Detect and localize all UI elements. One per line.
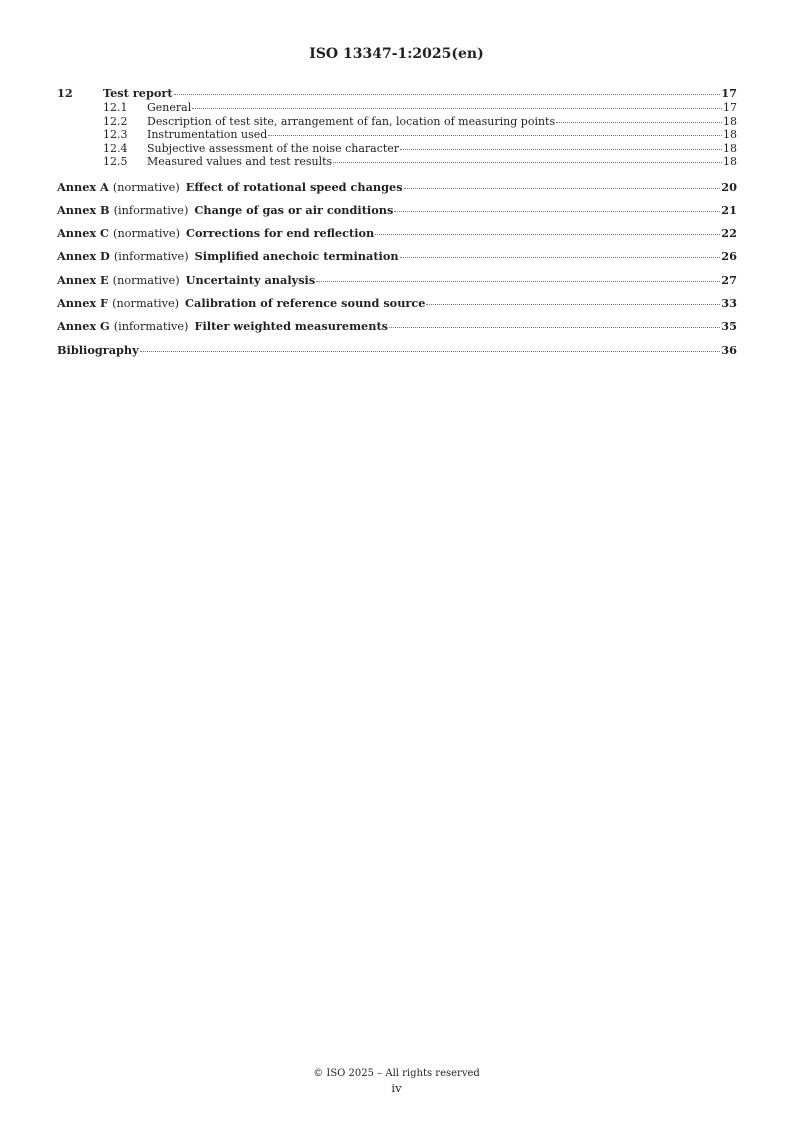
annex-label: Annex E	[57, 272, 109, 287]
toc-entry-annex-b[interactable]	[57, 199, 737, 222]
toc-entry-number: 12.1	[103, 101, 128, 114]
toc-entry-page: 17	[721, 86, 737, 100]
toc-entry-page: 27	[721, 272, 737, 287]
toc-entry-annex-e[interactable]	[57, 269, 737, 292]
page-number: iv	[391, 1081, 402, 1095]
dot-leader	[400, 257, 721, 258]
annex-kind: (normative)	[112, 273, 180, 287]
dot-leader	[268, 135, 722, 136]
toc-entry-clause-12[interactable]	[57, 86, 737, 101]
toc-entry-title: Description of test site, arrangement of fan, location of measuring points	[147, 114, 556, 128]
toc-entry-page: 21	[721, 202, 737, 217]
annex-kind: (informative)	[113, 203, 189, 217]
annex-kind: (normative)	[112, 180, 180, 194]
toc-entry-page: 17	[723, 101, 737, 114]
toc-entry-page: 33	[721, 295, 737, 310]
dot-leader	[389, 327, 720, 328]
copyright-notice: © ISO 2025 – All rights reserved	[313, 1068, 480, 1079]
spacer	[57, 169, 737, 176]
annex-label: Annex A	[57, 179, 109, 194]
dot-leader	[140, 351, 721, 352]
annex-label: Annex G	[57, 319, 110, 334]
toc-entry-page: 18	[723, 141, 737, 155]
toc-entry-12-5[interactable]	[57, 155, 737, 169]
dot-leader	[404, 188, 721, 189]
toc-entry-annex-a[interactable]	[57, 176, 737, 199]
toc-entry-annex-f[interactable]	[57, 292, 737, 315]
annex-title: Uncertainty analysis	[185, 272, 316, 287]
annex-label: Annex B	[57, 202, 110, 217]
dot-leader	[174, 94, 721, 95]
toc-entry-number: 12.4	[103, 141, 128, 155]
toc-entry-page: 18	[723, 114, 737, 128]
toc-entry-number: 12.5	[103, 155, 128, 168]
dot-leader	[192, 108, 722, 109]
toc-entry-number: 12.2	[103, 114, 128, 128]
toc-entry-number: 12	[57, 86, 73, 100]
toc-entry-annex-c[interactable]	[57, 222, 737, 245]
dot-leader	[556, 122, 722, 123]
toc-entry-page: 35	[721, 319, 737, 334]
toc-entry-page: 22	[721, 226, 737, 241]
annex-kind: (informative)	[113, 250, 189, 264]
toc-entry-page: 18	[723, 128, 737, 141]
toc-entry-12-1[interactable]	[57, 101, 737, 115]
toc-entry-annex-d[interactable]	[57, 245, 737, 268]
table-of-contents	[57, 86, 737, 362]
annex-title: Filter weighted measurements	[194, 319, 389, 334]
dot-leader	[426, 304, 720, 305]
dot-leader	[400, 149, 722, 150]
document-header: ISO 13347-1:2025(en)	[309, 46, 484, 62]
toc-entry-12-3[interactable]	[57, 128, 737, 142]
toc-entry-page: 26	[721, 249, 737, 264]
toc-entry-12-4[interactable]	[57, 142, 737, 156]
page-footer	[0, 1066, 793, 1096]
toc-entry-number: 12.3	[103, 128, 128, 141]
annex-title: Corrections for end reflection	[186, 226, 375, 241]
dot-leader	[375, 234, 720, 235]
toc-entry-page: 20	[721, 179, 737, 194]
annex-title: Effect of rotational speed changes	[185, 179, 403, 194]
toc-entry-title: Test report	[103, 86, 173, 100]
dot-leader	[394, 211, 720, 212]
annex-label: Annex D	[57, 249, 110, 264]
toc-entry-12-2[interactable]	[57, 115, 737, 129]
toc-entry-title: Measured values and test results	[147, 155, 333, 168]
toc-entry-page: 36	[721, 342, 737, 357]
toc-entry-title: Instrumentation used	[147, 128, 268, 141]
annex-label: Annex C	[57, 226, 110, 241]
toc-entry-title: Subjective assessment of the noise character	[147, 141, 400, 155]
annex-label: Annex F	[57, 295, 109, 310]
dot-leader	[316, 281, 720, 282]
annex-title: Change of gas or air conditions	[194, 202, 394, 217]
bibliography-title: Bibliography	[57, 342, 139, 357]
annex-kind: (normative)	[112, 296, 180, 310]
annex-kind: (normative)	[113, 227, 181, 241]
annex-title: Calibration of reference sound source	[185, 295, 426, 310]
annex-title: Simplified anechoic termination	[194, 249, 399, 264]
annex-kind: (informative)	[113, 320, 189, 334]
toc-entry-annex-g[interactable]	[57, 315, 737, 338]
toc-entry-bibliography[interactable]	[57, 339, 737, 362]
toc-entry-page: 18	[723, 155, 737, 168]
toc-entry-title: General	[147, 101, 192, 114]
dot-leader	[333, 162, 722, 163]
